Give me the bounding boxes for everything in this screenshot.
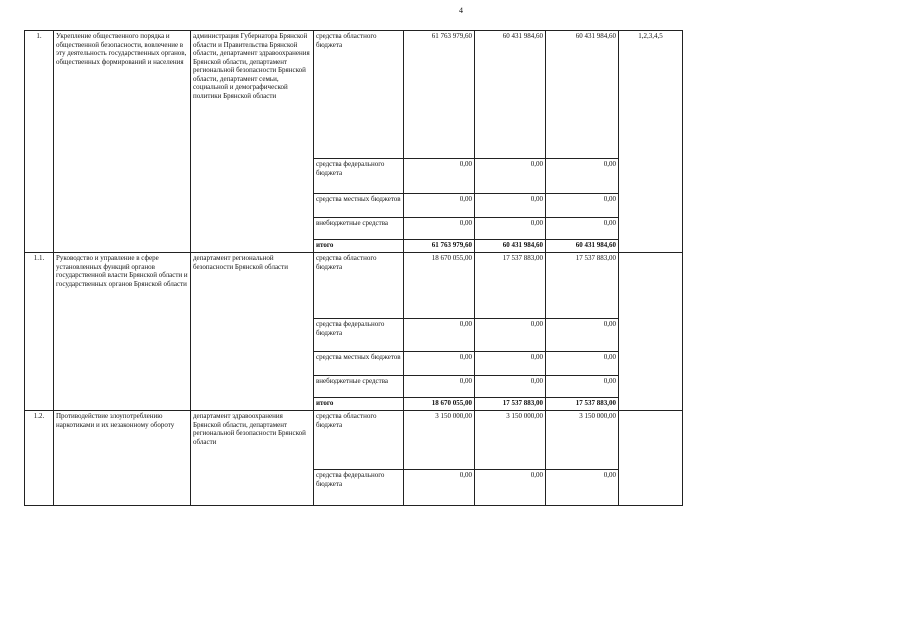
- amount-year-1: 61 763 979,60: [404, 31, 475, 159]
- amount-year-1: 0,00: [404, 470, 475, 506]
- amount-year-1: 0,00: [404, 376, 475, 398]
- table-row: [25, 31, 683, 159]
- page-number: 4: [459, 6, 463, 15]
- total-year-1: 61 763 979,60: [404, 240, 475, 253]
- amount-year-1: 0,00: [404, 159, 475, 194]
- funding-source: средства областного бюджета: [314, 31, 404, 159]
- executor: департамент здравоохранения Брянской области, департамент региональной безопасности Брянской области: [191, 411, 314, 506]
- amount-year-1: 0,00: [404, 194, 475, 218]
- amount-year-2: 0,00: [475, 470, 546, 506]
- amount-year-2: 17 537 883,00: [475, 253, 546, 319]
- activity-title: Противодействие злоупотреблению наркотиками и их незаконному обороту: [54, 411, 191, 506]
- table-row: [25, 411, 683, 470]
- row-index: 1.1.: [25, 253, 54, 411]
- amount-year-3: 17 537 883,00: [546, 253, 619, 319]
- amount-year-2: 0,00: [475, 194, 546, 218]
- total-year-2: 60 431 984,60: [475, 240, 546, 253]
- activity-title: Укрепление общественного порядка и общественной безопасности, вовлечение в эту деятельность государственных органов, общественных формирований и населения: [54, 31, 191, 253]
- indicator-refs: [619, 253, 683, 411]
- amount-year-3: 0,00: [546, 319, 619, 352]
- indicator-refs: [619, 411, 683, 506]
- amount-year-3: 0,00: [546, 159, 619, 194]
- amount-year-1: 0,00: [404, 319, 475, 352]
- total-year-3: 17 537 883,00: [546, 398, 619, 411]
- amount-year-1: 0,00: [404, 352, 475, 376]
- amount-year-2: 3 150 000,00: [475, 411, 546, 470]
- amount-year-2: 0,00: [475, 319, 546, 352]
- funding-source: средства федерального бюджета: [314, 470, 404, 506]
- executor: администрация Губернатора Брянской области и Правительства Брянской области, департамент здравоохранения Брянской области, департамент региональной безопасности Брянской области, департамент семьи, социальной и демографической политики Брянской области: [191, 31, 314, 253]
- funding-source-total: итого: [314, 398, 404, 411]
- amount-year-1: 18 670 055,00: [404, 253, 475, 319]
- funding-source: средства областного бюджета: [314, 411, 404, 470]
- table-row: [25, 253, 683, 319]
- amount-year-2: 60 431 984,60: [475, 31, 546, 159]
- funding-source: средства местных бюджетов: [314, 194, 404, 218]
- amount-year-3: 0,00: [546, 352, 619, 376]
- amount-year-2: 0,00: [475, 159, 546, 194]
- amount-year-3: 0,00: [546, 218, 619, 240]
- amount-year-2: 0,00: [475, 376, 546, 398]
- funding-source-total: итого: [314, 240, 404, 253]
- budget-table: [24, 30, 683, 506]
- total-year-2: 17 537 883,00: [475, 398, 546, 411]
- row-index: 1.2.: [25, 411, 54, 506]
- indicator-refs: 1,2,3,4,5: [619, 31, 683, 253]
- total-year-1: 18 670 055,00: [404, 398, 475, 411]
- amount-year-3: 0,00: [546, 194, 619, 218]
- funding-source: средства областного бюджета: [314, 253, 404, 319]
- total-year-3: 60 431 984,60: [546, 240, 619, 253]
- funding-source: средства местных бюджетов: [314, 352, 404, 376]
- amount-year-3: 0,00: [546, 376, 619, 398]
- activity-title: Руководство и управление в сфере установленных функций органов государственной власти Брянской области и государственных органов Брянской области: [54, 253, 191, 411]
- executor: департамент региональной безопасности Брянской области: [191, 253, 314, 411]
- amount-year-3: 3 150 000,00: [546, 411, 619, 470]
- amount-year-1: 3 150 000,00: [404, 411, 475, 470]
- funding-source: внебюджетные средства: [314, 218, 404, 240]
- funding-source: внебюджетные средства: [314, 376, 404, 398]
- funding-source: средства федерального бюджета: [314, 319, 404, 352]
- amount-year-2: 0,00: [475, 352, 546, 376]
- amount-year-3: 0,00: [546, 470, 619, 506]
- amount-year-1: 0,00: [404, 218, 475, 240]
- amount-year-2: 0,00: [475, 218, 546, 240]
- amount-year-3: 60 431 984,60: [546, 31, 619, 159]
- funding-source: средства федерального бюджета: [314, 159, 404, 194]
- row-index: 1.: [25, 31, 54, 253]
